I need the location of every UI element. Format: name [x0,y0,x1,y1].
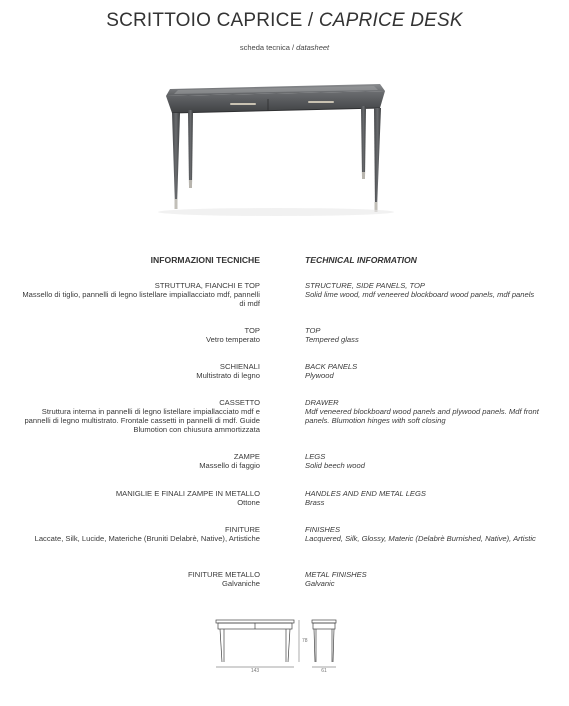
dimension-depth: 61 [321,668,327,674]
spec-metal-finishes-it [20,570,260,588]
spec-label: ZAMPE [233,452,260,461]
spec-label: FINITURE [224,525,260,534]
spec-metal-finishes-en [305,570,550,588]
spec-top-it [20,326,260,344]
spec-value: Ottone [237,498,260,507]
spec-label: FINISHES [305,525,341,534]
spec-label: SCHIENALI [219,362,260,371]
spec-back-panels-it [20,362,260,380]
spec-label: LEGS [305,452,326,461]
spec-value: Galvaniche [222,579,260,588]
title-italic: CAPRICE DESK [318,10,463,31]
spec-handles-en [305,489,550,507]
spec-finishes-it [20,525,260,543]
spec-structure-en [305,281,550,299]
desk-photo [148,60,403,232]
subtitle-italic: datasheet [296,43,330,52]
spec-label: STRUCTURE, SIDE PANELS, TOP [305,281,425,290]
spec-legs-it [20,452,260,470]
spec-value: Plywood [305,371,334,380]
spec-back-panels-en [305,362,550,380]
spec-label: FINITURE METALLO [187,570,260,579]
spec-value: Mdf veneered blockboard wood panels and plywood panels. Mdf front panels. Blumotion hinges with soft closing [305,407,539,425]
spec-value: Solid beech wood [305,461,365,470]
spec-structure-it [20,281,260,308]
spec-value: Vetro temperato [205,335,260,344]
spec-label: TOP [244,326,260,335]
page-title [0,10,569,32]
spec-label: METAL FINISHES [305,570,367,579]
spec-label: HANDLES AND END METAL LEGS [305,489,426,498]
spec-handles-it [20,489,260,507]
dimension-drawing [210,612,360,674]
heading-technical-info-en: TECHNICAL INFORMATION [305,255,417,265]
spec-value: Struttura interna in pannelli di legno listellare impiallacciato mdf e pannelli di legno multistrato. Frontale cassetti in pannelli di mdf. Guide Blumotion con chiusura ammortizzata [24,407,260,434]
spec-value: Tempered glass [305,335,359,344]
spec-label: TOP [305,326,321,335]
spec-value: Massello di tiglio, pannelli di legno listellare impiallacciato mdf, pannelli di mdf [22,290,260,308]
spec-value: Solid lime wood, mdf veneered blockboard wood panels, mdf panels [305,290,535,299]
page-subtitle [0,43,569,52]
subtitle-main: scheda tecnica / [239,43,297,52]
heading-technical-info-it: INFORMAZIONI TECNICHE [150,255,260,265]
spec-value: Laccate, Silk, Lucide, Materiche (Bruniti Delabrè, Native), Artistiche [34,534,260,543]
spec-value: Massello di faggio [199,461,260,470]
title-main: SCRITTOIO CAPRICE / [106,10,319,31]
spec-drawer-it [20,398,260,434]
spec-label: BACK PANELS [305,362,358,371]
spec-legs-en [305,452,550,470]
spec-label: CASSETTO [219,398,260,407]
spec-finishes-en [305,525,550,543]
spec-label: MANIGLIE E FINALI ZAMPE IN METALLO [115,489,260,498]
spec-label: DRAWER [305,398,339,407]
spec-label: STRUTTURA, FIANCHI E TOP [154,281,260,290]
dimension-height: 78 [302,638,308,644]
spec-drawer-en [305,398,550,425]
spec-value: Brass [305,498,325,507]
spec-top-en [305,326,550,344]
spec-value: Galvanic [305,579,335,588]
dimension-width: 143 [250,668,260,674]
spec-value: Multistrato di legno [196,371,260,380]
spec-value: Lacquered, Silk, Glossy, Materic (Delabrè Burnished, Native), Artistic [305,534,536,543]
